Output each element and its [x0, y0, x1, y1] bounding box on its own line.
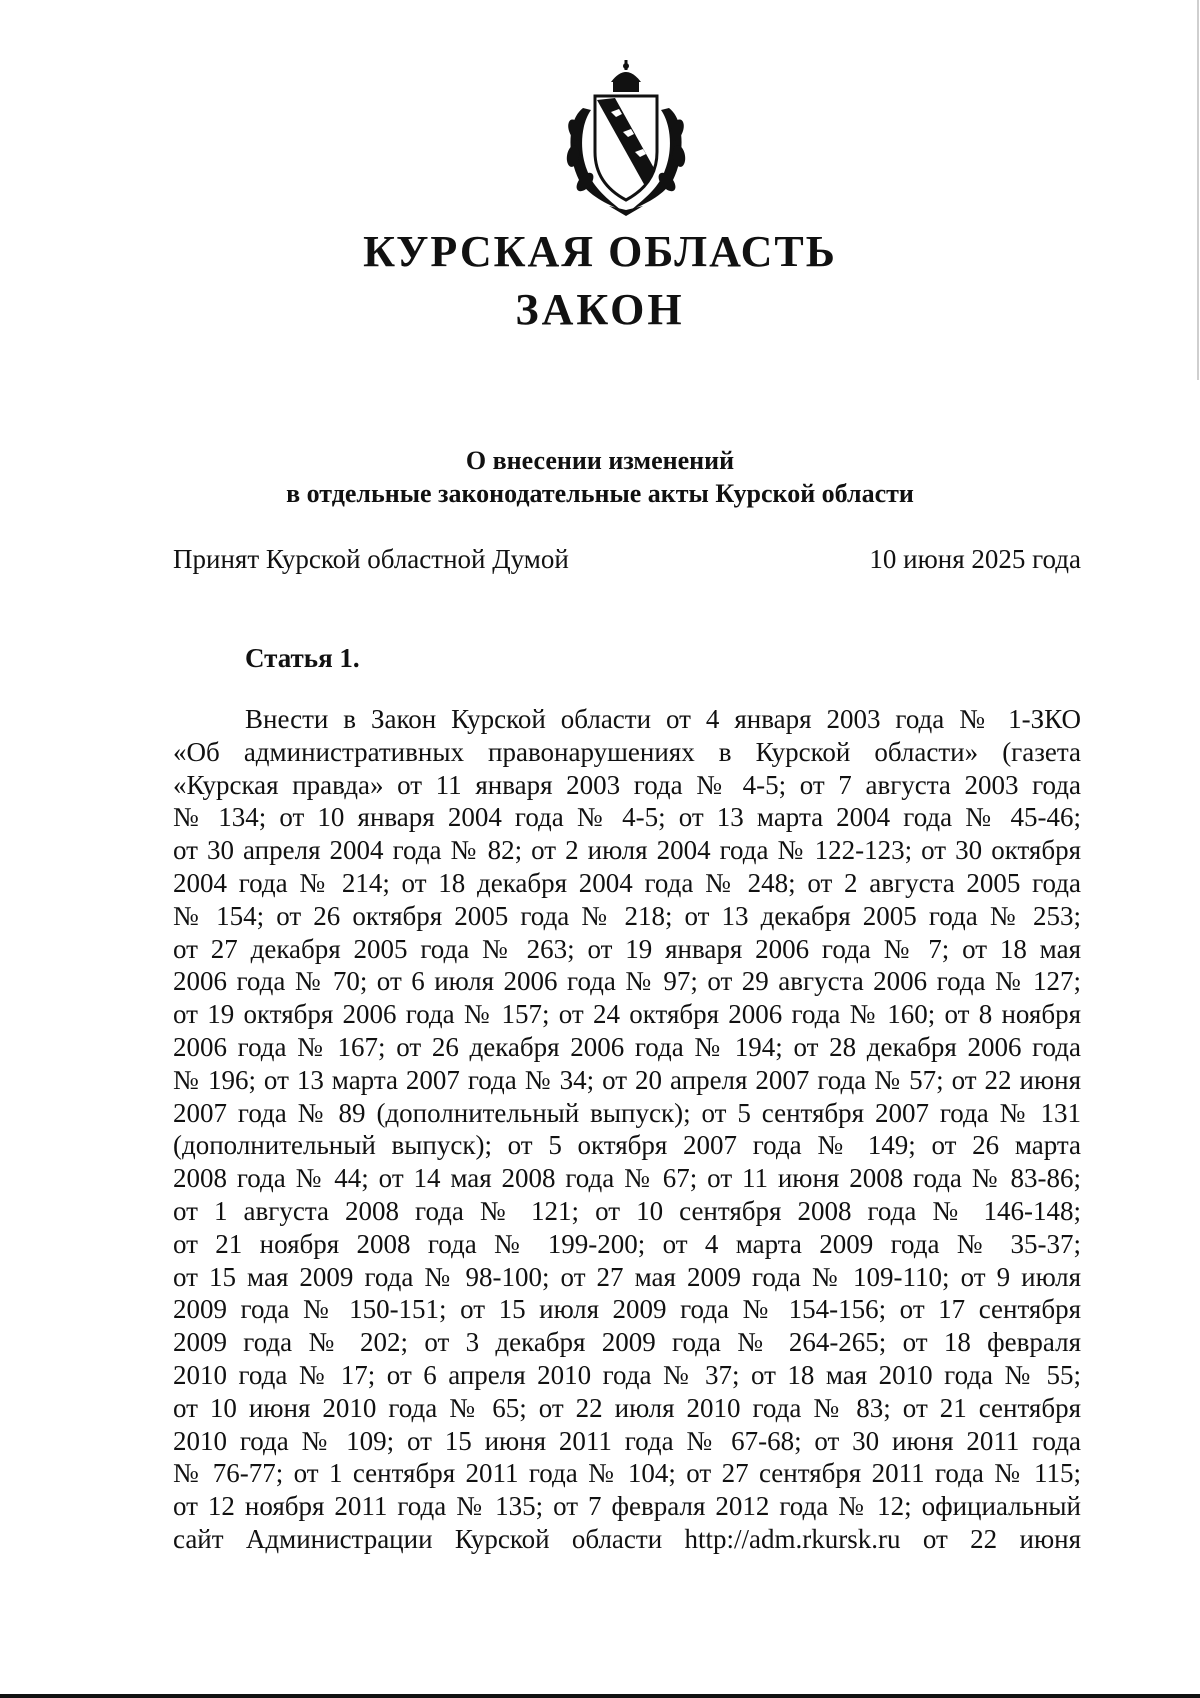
body-line: от 30 апреля 2004 года № 82; от 2 июля 2004 года № 122-123; от 30 октября [173, 835, 1081, 866]
body-line: от 1 августа 2008 года № 121; от 10 сентября 2008 года № 146-148; [173, 1195, 1081, 1226]
body-line: от 10 июня 2010 года № 65; от 22 июля 2010 года № 83; от 21 сентября [173, 1392, 1081, 1423]
body-line: 2006 года № 70; от 6 июля 2006 года № 97; от 29 августа 2006 года № 127; [173, 966, 1081, 997]
body-line: № 134; от 10 января 2004 года № 4-5; от 13 марта 2004 года № 45-46; [173, 802, 1081, 833]
body-line: 2009 года № 202; от 3 декабря 2009 года № 264-265; от 18 февраля [173, 1327, 1081, 1358]
body-line: (дополнительный выпуск); от 5 октября 2007 года № 149; от 26 марта [173, 1130, 1081, 1161]
law-title-line: О внесении изменений [465, 446, 735, 475]
law-title-line: в отдельные законодательные акты Курской области [286, 479, 914, 508]
article-heading: Статья 1. [245, 643, 360, 673]
body-line: № 76-77; от 1 сентября 2011 года № 104; от 27 сентября 2011 года № 115; [173, 1458, 1081, 1489]
adoption-info [173, 541, 1081, 577]
body-line: Внести в Закон Курской области от 4 января 2003 года № 1-ЗКО [245, 704, 1081, 734]
body-line: от 19 октября 2006 года № 157; от 24 октября 2006 года № 160; от 8 ноября [173, 999, 1081, 1030]
body-line: от 12 ноября 2011 года № 135; от 7 февраля 2012 года № 12; официальный [173, 1491, 1081, 1522]
body-line: 2007 года № 89 (дополнительный выпуск); от 5 сентября 2007 года № 131 [173, 1097, 1081, 1128]
coat-of-arms-emblem [561, 60, 691, 216]
scan-edge-bottom [0, 1694, 1200, 1698]
body-line: от 15 мая 2009 года № 98-100; от 27 мая 2009 года № 109-110; от 9 июля [173, 1261, 1081, 1292]
body-line: от 27 декабря 2005 года № 263; от 19 января 2006 года № 7; от 18 мая [173, 933, 1081, 964]
body-line: 2004 года № 214; от 18 декабря 2004 года № 248; от 2 августа 2005 года [173, 867, 1081, 898]
law-title [0, 444, 1200, 510]
body-line: 2009 года № 150-151; от 15 июля 2009 года № 154-156; от 17 сентября [173, 1294, 1081, 1325]
region-heading: КУРСКАЯ ОБЛАСТЬ [363, 227, 837, 276]
body-line: 2010 года № 109; от 15 июня 2011 года № 67-68; от 30 июня 2011 года [173, 1425, 1081, 1456]
body-line: 2006 года № 167; от 26 декабря 2006 года № 194; от 28 декабря 2006 года [173, 1031, 1081, 1062]
document-type-heading: ЗАКОН [515, 285, 685, 334]
body-line: 2008 года № 44; от 14 мая 2008 года № 67; от 11 июня 2008 года № 83-86; [173, 1163, 1081, 1194]
body-line: «Об административных правонарушениях в Курской области» (газета [173, 736, 1081, 767]
adopted-by: Принят Курской областной Думой [173, 544, 569, 574]
article-body [173, 703, 1081, 1556]
body-line: «Курская правда» от 11 января 2003 года № 4-5; от 7 августа 2003 года [173, 769, 1081, 800]
body-line: сайт Администрации Курской области http://adm.rkursk.ru от 22 июня [173, 1523, 1081, 1554]
body-line: от 21 ноября 2008 года № 199-200; от 4 марта 2009 года № 35-37; [173, 1228, 1081, 1259]
body-line: № 196; от 13 марта 2007 года № 34; от 20 апреля 2007 года № 57; от 22 июня [173, 1064, 1081, 1095]
body-line: 2010 года № 17; от 6 апреля 2010 года № 37; от 18 мая 2010 года № 55; [173, 1359, 1081, 1390]
adoption-date: 10 июня 2025 года [869, 544, 1081, 574]
body-line: № 154; от 26 октября 2005 года № 218; от 13 декабря 2005 года № 253; [173, 900, 1081, 931]
